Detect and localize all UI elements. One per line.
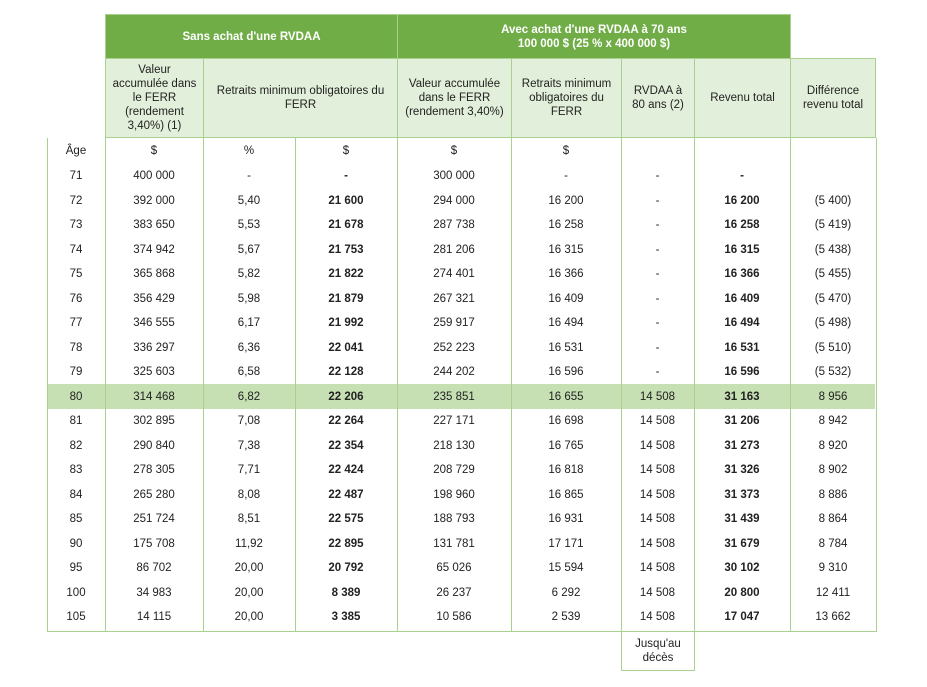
table-cell: 5,98	[237, 292, 261, 305]
table-cell: 259 917	[433, 317, 475, 330]
table-cell: 21 879	[328, 292, 364, 305]
table-cell: 16 596	[724, 366, 760, 379]
table-cell: 31 206	[724, 415, 760, 428]
age-header: Âge	[65, 145, 87, 157]
age-cell: 105	[66, 611, 86, 624]
table-cell: 10 586	[436, 611, 472, 624]
footnote-cell	[621, 631, 695, 671]
table-cell: 16 865	[548, 488, 584, 501]
table-cell: 21 678	[328, 219, 364, 232]
table-cell: (5 470)	[814, 292, 852, 305]
table-cell: 14 508	[639, 586, 676, 599]
table-cell: 400 000	[133, 170, 175, 183]
unit-label: $	[450, 145, 458, 157]
table-cell: 16 596	[548, 366, 584, 379]
table-cell: 7,71	[237, 464, 261, 477]
table-cell: 22 487	[328, 488, 364, 501]
table-cell: 251 724	[133, 513, 175, 526]
table-cell: -	[655, 366, 660, 379]
table-cell: 267 321	[433, 292, 475, 305]
table-cell: -	[344, 170, 348, 183]
unit-label	[621, 138, 694, 164]
age-cell: 100	[66, 586, 86, 599]
table-cell: 16 315	[724, 243, 760, 256]
table-cell: 22 264	[328, 415, 364, 428]
table-cell: 16 315	[548, 243, 584, 256]
table-cell: 5,40	[237, 194, 261, 207]
col-header-ferr-value: Valeur accumulée dans le FERR (rendement 3,40%) (1)	[105, 58, 204, 138]
table-cell: 175 708	[133, 537, 175, 550]
table-cell: 22 354	[328, 439, 364, 452]
table-cell: (5 400)	[814, 194, 852, 207]
table-cell: 16 655	[548, 390, 584, 403]
table-cell: 8 942	[818, 415, 848, 428]
unit-label: $	[562, 145, 570, 157]
table-cell: 26 237	[436, 586, 472, 599]
table-cell: 8 886	[818, 488, 848, 501]
table-cell: 218 130	[433, 439, 475, 452]
age-cell: 81	[69, 415, 83, 428]
table-cell: 365 868	[133, 268, 175, 281]
table-cell: 7,38	[237, 439, 261, 452]
table-cell: 16 366	[548, 268, 584, 281]
table-cell: 131 781	[433, 537, 475, 550]
table-cell: 8 389	[331, 586, 361, 599]
table-cell: 16 698	[548, 415, 584, 428]
table-cell: 8 784	[818, 537, 848, 550]
table-cell: (5 510)	[814, 341, 852, 354]
age-cell: 84	[69, 488, 83, 501]
table-cell: 14 508	[639, 415, 676, 428]
col-header-ferr-value-rvdaa: Valeur accumulée dans le FERR (rendement 3,40%)	[397, 58, 512, 138]
table-cell: 22 575	[328, 513, 364, 526]
table-cell: 281 206	[433, 243, 475, 256]
table-cell: 5,53	[237, 219, 261, 232]
table-cell: 16 531	[548, 341, 584, 354]
age-cell: 90	[69, 537, 83, 550]
unit-label	[694, 138, 790, 164]
table-cell: 227 171	[433, 415, 475, 428]
group-header-line2: 100 000 $ (25 % x 400 000 $)	[517, 37, 671, 50]
table-cell: 6,36	[237, 341, 261, 354]
table-cell: 31 373	[724, 488, 760, 501]
table-cell: 16 366	[724, 268, 760, 281]
table-cell: 16 818	[548, 464, 584, 477]
table-cell: -	[655, 292, 660, 305]
table-cell: 274 401	[433, 268, 475, 281]
table-cell: 300 000	[433, 170, 475, 183]
table-cell: 20,00	[234, 611, 264, 624]
table-cell: (5 498)	[814, 317, 852, 330]
table-cell: 21 822	[328, 268, 364, 281]
table-cell: 9 310	[818, 562, 848, 575]
table-cell: 2 539	[551, 611, 581, 624]
table-cell: (5 438)	[814, 243, 852, 256]
table-cell: 14 508	[639, 464, 676, 477]
table-cell: (5 532)	[814, 366, 852, 379]
table-cell: 6,58	[237, 366, 261, 379]
column-divider	[876, 138, 877, 631]
col-header-ferr-withdrawals: Retraits minimum obligatoires du FERR	[203, 58, 398, 138]
table-cell: (5 455)	[814, 268, 852, 281]
table-cell: 7,08	[237, 415, 261, 428]
table-cell: 86 702	[136, 562, 172, 575]
table-cell: 16 200	[548, 194, 584, 207]
table-cell: 8 864	[818, 513, 848, 526]
table-cell: 14 508	[639, 488, 676, 501]
table-cell: 294 000	[433, 194, 475, 207]
table-cell: 16 200	[724, 194, 760, 207]
table-cell: 14 508	[639, 537, 676, 550]
age-cell: 79	[69, 366, 83, 379]
table-cell: 383 650	[133, 219, 175, 232]
table-cell	[790, 164, 876, 189]
table-cell: 374 942	[133, 243, 175, 256]
table-cell: 31 273	[724, 439, 760, 452]
table-cell: 20,00	[234, 562, 264, 575]
table-cell: 5,82	[237, 268, 261, 281]
table-cell: 34 983	[136, 586, 172, 599]
table-cell: 20 800	[724, 586, 760, 599]
age-cell: 73	[69, 219, 83, 232]
table-cell: 244 202	[433, 366, 475, 379]
table-cell: 8,08	[237, 488, 261, 501]
table-cell: 8 902	[818, 464, 848, 477]
table-cell: 346 555	[133, 317, 175, 330]
table-cell: -	[655, 341, 660, 354]
table-cell: 16 931	[548, 513, 584, 526]
table-cell: 13 662	[815, 611, 851, 624]
table-cell: 208 729	[433, 464, 475, 477]
table-cell: 16 494	[724, 317, 760, 330]
table-cell: -	[655, 194, 660, 207]
table-cell: 16 531	[724, 341, 760, 354]
age-cell: 78	[69, 341, 83, 354]
table-cell: 16 494	[548, 317, 584, 330]
table-cell: 5,67	[237, 243, 261, 256]
unit-label	[790, 138, 876, 164]
table-cell: 252 223	[433, 341, 475, 354]
table-cell: 22 041	[328, 341, 364, 354]
table-cell: 16 409	[724, 292, 760, 305]
age-cell: 72	[69, 194, 83, 207]
unit-label: $	[150, 145, 158, 157]
col-header-total-income: Revenu total	[694, 58, 791, 138]
table-cell: 198 960	[433, 488, 475, 501]
col-header-ferr-withdrawals-rvdaa: Retraits minimum obligatoires du FERR	[511, 58, 622, 138]
table-cell: 22 895	[328, 537, 364, 550]
table-cell: 8 956	[818, 390, 848, 403]
table-cell: 14 115	[136, 611, 172, 624]
table-cell: 14 508	[639, 562, 676, 575]
table-cell: 325 603	[133, 366, 175, 379]
table-cell: 392 000	[133, 194, 175, 207]
table-cell: -	[655, 268, 660, 281]
table-cell: 14 508	[639, 390, 676, 403]
table-cell: 11,92	[235, 537, 263, 550]
age-cell: 75	[69, 268, 83, 281]
table-cell: -	[655, 219, 660, 232]
table-cell: -	[247, 170, 251, 183]
table-cell: 22 128	[328, 366, 364, 379]
table-cell: 22 424	[328, 464, 364, 477]
table-cell: 20 792	[328, 562, 364, 575]
table-cell: -	[655, 243, 660, 256]
table-cell: 31 163	[724, 390, 760, 403]
table-cell: -	[655, 170, 660, 183]
age-cell: 76	[69, 292, 83, 305]
table-cell: 65 026	[436, 562, 472, 575]
table-cell: 314 468	[133, 390, 175, 403]
table-cell: 278 305	[133, 464, 175, 477]
age-cell: 74	[69, 243, 83, 256]
table-cell: (5 419)	[814, 219, 852, 232]
table-cell: 31 326	[724, 464, 760, 477]
table-cell: 16 258	[724, 219, 760, 232]
table-cell: 22 206	[328, 390, 364, 403]
table-bottom-border	[47, 631, 877, 632]
footnote-text: Jusqu'au décès	[635, 637, 681, 664]
col-header-rvdaa-80: RVDAA à 80 ans (2)	[621, 58, 695, 138]
table-cell: 21 600	[328, 194, 364, 207]
table-cell: 6 292	[551, 586, 581, 599]
unit-label: $	[342, 145, 350, 157]
table-cell: 16 765	[548, 439, 584, 452]
table-cell: 20,00	[234, 586, 264, 599]
table-cell: 21 992	[328, 317, 364, 330]
age-cell: 71	[69, 170, 83, 183]
table-cell: 31 679	[724, 537, 760, 550]
table-cell: 265 280	[133, 488, 175, 501]
age-cell: 80	[69, 390, 83, 403]
group-header-line1: Avec achat d'une RVDAA à 70 ans	[501, 23, 687, 36]
table-cell: 16 258	[548, 219, 584, 232]
age-cell: 85	[69, 513, 83, 526]
table-cell: 17 047	[724, 611, 760, 624]
table-cell: 16 409	[548, 292, 584, 305]
group-header-avec-rvdaa	[397, 14, 791, 59]
table-cell: 30 102	[724, 562, 760, 575]
table-cell: 302 895	[133, 415, 175, 428]
table-cell: 6,17	[237, 317, 261, 330]
age-cell: 82	[69, 439, 83, 452]
table-cell: 14 508	[639, 513, 676, 526]
table-cell: 336 297	[133, 341, 175, 354]
table-cell: 17 171	[548, 537, 584, 550]
unit-label: %	[243, 145, 255, 157]
table-cell: 356 429	[133, 292, 175, 305]
table-cell: 290 840	[133, 439, 175, 452]
table-cell: 235 851	[433, 390, 475, 403]
age-cell: 77	[69, 317, 83, 330]
table-cell: 287 738	[433, 219, 475, 232]
table-cell: 21 753	[328, 243, 364, 256]
table-cell: 188 793	[433, 513, 475, 526]
table-cell: -	[740, 170, 744, 183]
table-cell: 15 594	[548, 562, 584, 575]
table-cell: 14 508	[639, 611, 676, 624]
age-cell: 95	[69, 562, 83, 575]
table-cell: 6,82	[237, 390, 261, 403]
table-cell: 14 508	[639, 439, 676, 452]
age-cell: 83	[69, 464, 83, 477]
table-cell: 8,51	[237, 513, 261, 526]
table-cell: 12 411	[815, 586, 851, 599]
table-cell: 3 385	[331, 611, 361, 624]
table-cell: -	[564, 170, 568, 183]
table-cell: 31 439	[724, 513, 760, 526]
group-header-sans-rvdaa: Sans achat d'une RVDAA	[105, 14, 398, 59]
table-cell: 8 920	[818, 439, 848, 452]
table-cell: -	[655, 317, 660, 330]
col-header-income-difference: Différence revenu total	[790, 58, 876, 138]
